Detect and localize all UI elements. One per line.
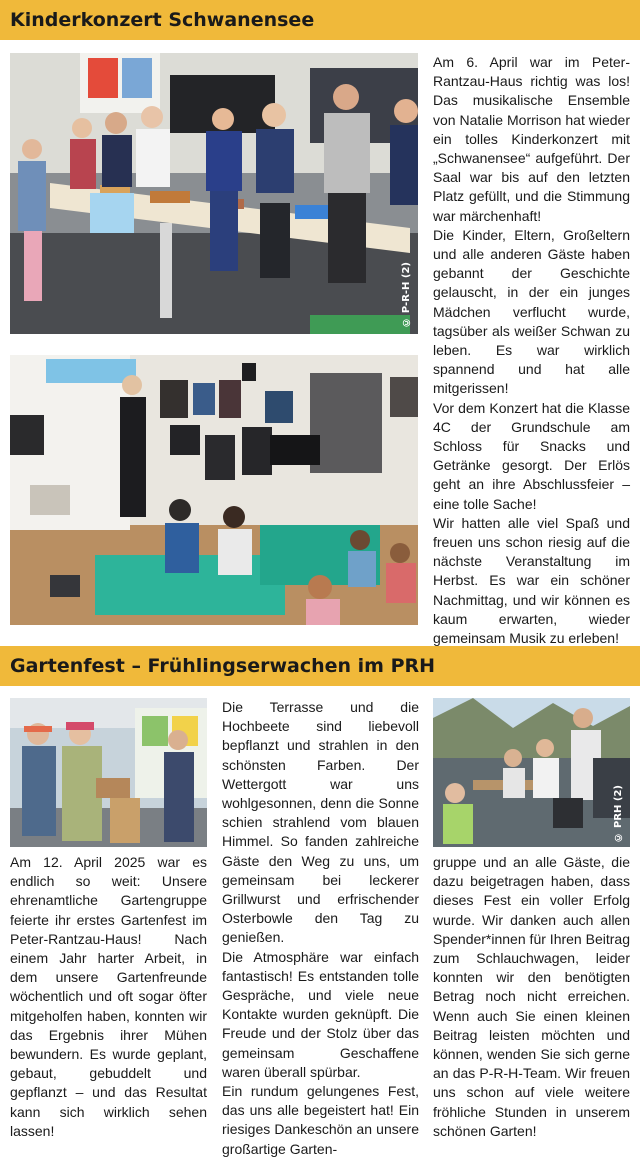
section2-column3-text [433, 853, 630, 1141]
section1-paragraph: Vor dem Konzert hat die Klasse 4C der Grundschule am Schloss für Snacks und Getränke gesorgt. Der Erlös geht an ihre Abschlussfeier – eine tolle Sache! [433, 399, 630, 512]
section2-paragraph: Die Atmosphäre war einfach fantastisch! Es entstanden tolle Gespräche, und viele neue Kontakte wurden geknüpft. Die Freude und der Stolz über das gemeinsam Geschaffene waren überall spürbar. [222, 948, 419, 1080]
section1-article-text [433, 53, 630, 648]
section2-title: Gartenfest – Frühlingserwachen im PRH [10, 655, 436, 677]
section1-title: Kinderkonzert Schwanensee [10, 9, 315, 31]
section2-paragraph: Die Terrasse und die Hochbeete sind liebevoll bepflanzt und strahlen in den schönsten Farben. Der Wettergott war uns wohlgesonnen, denn die Sonne schien strahlend vom blauen Himmel. So fanden zahlreiche Gäste den Weg zu uns, um gemeinsam bei leckerer Grillwurst und erfrischender Osterbowle den Tag zu genießen. [222, 699, 419, 946]
section1-header-bar [0, 0, 640, 40]
section2-column2-text [222, 698, 419, 1159]
section1-paragraph: Wir hatten alle viel Spaß und freuen uns schon riesig auf die nächste Veranstaltung im Herbst. Es war ein schöner Nachmittag, und wir können es kaum erwarten, wieder gemeinsam Musik zu erleben! [433, 514, 630, 647]
section1-paragraph: Die Kinder, Eltern, Großeltern und alle anderen Gäste haben gebannt der Geschichte gelauscht, in der ein junges Mädchen verflucht wurde, tagsüber als weißer Schwan zu leben. Es war wirklich spannend und hat alle mitgerissen! [433, 226, 630, 397]
photo4-credit: © PRH (2) [613, 785, 624, 843]
photo-garden-terrace-guests [433, 698, 630, 847]
photo-children-snack-table [10, 53, 418, 334]
section1-paragraph: Am 6. April war im Peter-Rantzau-Haus richtig was los! Das musikalische Ensemble von Natalie Morrison hat wieder ein tolles Kinderkonzert mit „Schwanensee“ aufgeführt. Der Saal war bis auf den letzten Platz gefüllt, und die Stimmung war märchenhaft! [433, 54, 630, 224]
section2-paragraph: Am 12. April 2025 war es endlich so weit: Unsere ehrenamtliche Gartengruppe feierte ihr erstes Gartenfest im Peter-Rantzau-Haus! Nach einem Jahr harter Arbeit, in dem unsere Gartenfreunde wöchentlich und oft sogar öfter mitgeholfen haben, konnten wir das Ergebnis ihrer Mühen bewundern. Es wurde geplant, gebaut, gebuddelt und gepflanzt – und das Resultat kann sich wirklich sehen lassen! [10, 854, 207, 1139]
section2-paragraph: Ein rundum gelungenes Fest, das uns alle begeistert hat! Ein riesiges Dankeschön an unsere großartige Garten- [222, 1083, 419, 1157]
photo-garden-volunteers [10, 698, 207, 847]
section2-header-bar [0, 646, 640, 686]
section2-column1-text [10, 853, 207, 1141]
section2-paragraph: gruppe und an alle Gäste, die dazu beigetragen haben, dass dieses Fest ein voller Erfolg wurde. Wir danken auch allen Spender*innen für Ihren Beitrag zum Schlauchwagen, leider konnten wir den benötigten Betrag noch nicht erreichen. Wenn auch Sie einen kleinen Beitrag leisten möchten und können, wenden Sie sich gerne an das P-R-H-Team. Wir freuen uns schon auf viele weitere fröhliche Stunden in unserem schönen Garten! [433, 854, 630, 1139]
photo-concert-hall [10, 355, 418, 625]
photo1-credit: © P-R-H (2) [401, 262, 412, 328]
